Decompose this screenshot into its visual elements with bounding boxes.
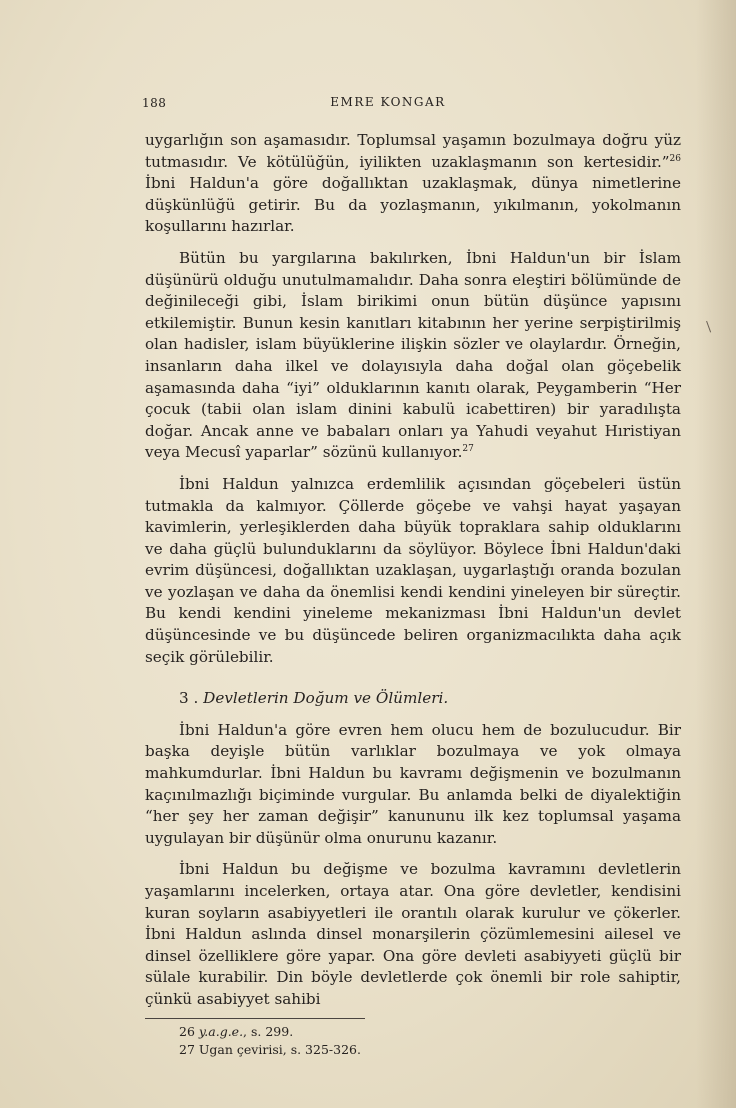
- section-heading: [145, 688, 681, 710]
- footnote-number: 27: [179, 1041, 195, 1057]
- paragraph-1: [145, 130, 681, 238]
- footnotes: [145, 1023, 681, 1059]
- running-head: EMRE KONGAR: [330, 95, 446, 109]
- paragraph-1-text: uygarlığın son aşamasıdır. Toplumsal yaşamın bozulmaya doğru yüz tutmasıdır. Ve kötülüğün, iyilikten uzaklaşmanın son kertesidir.”: [145, 131, 681, 171]
- footnote-text: Ugan çevirisi, s. 325-326.: [198, 1041, 361, 1057]
- margin-pencil-mark: [706, 320, 715, 333]
- page-number: 188: [142, 96, 167, 110]
- footnote-27: [145, 1041, 681, 1059]
- paragraph-4: İbni Haldun'a göre evren hem olucu hem de bozulucudur. Bir başka deyişle bütün varlıklar bozulmaya ve yok olmaya mahkumdurlar. İbni Haldun bu kavramı değişmenin ve bozulmanın kaçınılmazlığı biçiminde vurgular. Bu anlamda belki de diyalektiğin “her şey her zaman değişir” kanununu ilk kez toplumsal yaşama uygulayan bir düşünür olma onurunu kazanır.: [145, 720, 681, 847]
- footnote-text: , s. 299.: [243, 1023, 294, 1039]
- paragraph-5: İbni Haldun bu değişme ve bozulma kavramını devletlerin yaşamlarını incelerken, ortaya atar. Ona göre devletler, kendisini kuran soyların asabiyyetleri ile orantılı olarak kurulur ve çökerler. İbni Haldun aslında dinsel monarşilerin çözümlemesini ailesel ve dinsel özelliklere göre yapar. Ona göre devleti asabiyyeti güçlü bir sülale kurabilir. Din böyle devletlerde çok önemli bir role sahiptir, çünkü asabiyyet sahibi: [145, 860, 681, 1008]
- paragraph-2: [145, 248, 681, 464]
- footnote-source: y.a.g.e.: [198, 1023, 244, 1039]
- section-title: Devletlerin Doğum ve Ölümleri.: [203, 689, 449, 708]
- footnote-ref-27: 27: [462, 444, 474, 455]
- footnote-26: [145, 1023, 681, 1041]
- footnote-divider: [145, 1018, 365, 1019]
- paragraph-2-text: Bütün bu yargılarına bakılırken, İbni Haldun'un bir İslam düşünürü olduğu unutulmamalıdır. Daha sonra eleştiri bölümünde de değinileceği gibi, İslam birikimi onun bütün düşünce yapısını etkilemiştir. Bunun kesin kanıtları kitabının her yerine serpiştirilmiş olan hadisler, islam büyüklerine ilişkin sözler ve olaylardır. Örneğin, insanların daha ilkel ve dolayısıyla daha doğal olan göçebelik aşamasında daha “iyi” olduklarının kanıtı olarak, Peygamberin “Her çocuk (tabii olan islam dinini kabulü icabettiren) bir yaradılışta doğar. Ancak anne ve babaları onları ya Yahudi veyahut Hıristiyan veya Mecusî yaparlar” sözünü kullanıyor.: [145, 248, 681, 462]
- section-number: 3 .: [179, 689, 199, 708]
- footnote-number: 26: [179, 1023, 195, 1039]
- paragraph-3: İbni Haldun yalnızca erdemlilik açısından göçebeleri üstün tutmakla da kalmıyor. Çöllerde göçebe ve vahşi hayat yaşayan kavimlerin, yerleşiklerden daha büyük topraklara sahip olduklarını ve daha güçlü bulunduklarını da söylüyor. Böylece İbni Haldun'daki evrim düşüncesi, doğallıktan uzaklaşan, uygarlaştığı oranda bozulan ve yozlaşan ve daha da önemlisi kendi kendini yineleyen bir süreçtir. Bu kendi kendini yineleme mekanizması İbni Haldun'un devlet düşüncesinde ve bu düşüncede beliren organizmacılıkta daha açık seçik görülebilir.: [145, 474, 681, 666]
- page-body: [145, 130, 681, 1059]
- footnote-ref-26: 26: [669, 153, 681, 164]
- paragraph-1-continuation: İbni Haldun'a göre doğallıktan uzaklaşmak, dünya nimetlerine düşkünlüğü getirir. Bu da yozlaşmanın, yıkılmanın, yokolmanın koşullarını hazırlar.: [145, 174, 681, 236]
